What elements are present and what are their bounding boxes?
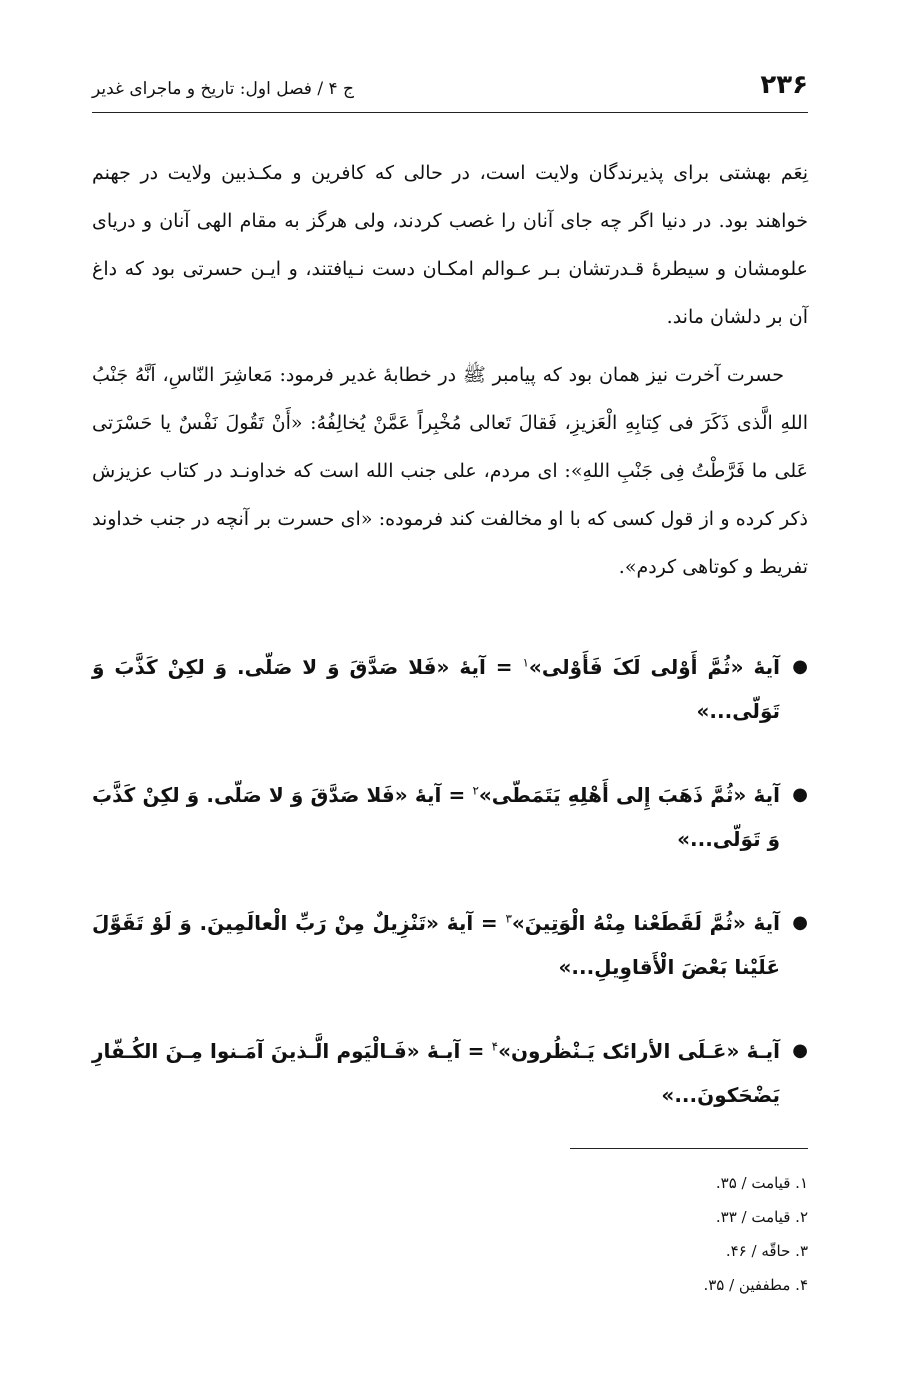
footnote: ۴. مطففین / ۳۵. [703,1276,808,1294]
page-number: ۲۳۶ [760,70,808,100]
verse-text: = آیـهٔ «فَـالْیَوم الَّـذینَ آمَـنوا مِـنَ الکُـفّارِ یَضْحَکونَ...» [92,1039,780,1107]
footnote: ۱. قیامت / ۳۵. [715,1174,808,1192]
document-page [92,60,808,1360]
verse-text: آیهٔ «ثُمَّ ذَهَبَ إِلی أَهْلِهِ یَتَمَطّی» [478,783,780,807]
footnote-divider [570,1148,808,1149]
bullet-icon: ● [792,912,808,933]
running-title: ج ۴ / فصل اول: تاریخ و ماجرای غدیر [92,79,355,99]
verse-text: = آیهٔ «فَلا صَدَّقَ وَ لا صَلّی. وَ لکِنْ کَذَّبَ وَ تَوَلّی...» [92,783,780,851]
bullet-icon: ● [792,1040,808,1061]
verse-text: آیـهٔ «عَـلَی الأرائک یَـنْظُرون» [498,1039,780,1063]
paragraph: حسرت آخرت نیز همان بود که پیامبر ﷺ در خطابهٔ غدیر فرمود: مَعاشِرَ النّاسِ، اَنَّهُ جَنْبُ اللهِ الَّذی ذَکَرَ فی کِتابِهِ الْعَزیزِ، فَقالَ تَعالی مُخْبِراً عَمَّنْ یُخالِفُهُ: «أَنْ تَقُولَ نَفْسٌ یا حَسْرَتی عَلی ما فَرَّطْتُ فِی جَنْبِ اللهِ»: ای مردم، علی جنب الله است که خداونـد در کتاب عزیزش ذکر کرده و از قول کسی که با او مخالفت کند فرموده: «ای حسرت بر آنچه در جنب خداوند تفریط و کوتاهی کردم». [92,364,808,578]
verse-text: آیهٔ «ثُمَّ لَقَطَعْنا مِنْهُ الْوَتِینَ» [511,911,780,935]
verse-item [92,901,808,989]
verse-text: آیهٔ «ثُمَّ أَوْلی لَکَ فَأَوْلی» [528,655,781,679]
footnote-ref: ۳ [505,911,512,926]
footnotes [92,1166,808,1302]
footnote: ۲. قیامت / ۳۳. [715,1208,808,1226]
verse-text: = آیهٔ «فَلا صَدَّقَ وَ لا صَلّی. وَ لکِنْ کَذَّبَ وَ تَوَلّی...» [92,655,780,723]
verse-list [92,645,808,1117]
verse-text: = آیهٔ «تَنْزِیلٌ مِنْ رَبِّ الْعالَمِینَ. وَ لَوْ تَقَوَّلَ عَلَیْنا بَعْضَ الْأَقاوِیلِ...» [92,911,780,979]
bullet-icon: ● [792,784,808,805]
page-header [92,60,808,113]
footnote: ۳. حاقّه / ۴۶. [725,1242,808,1260]
footnote-ref: ۲ [472,783,479,798]
footnote-ref: ۱ [522,655,529,670]
paragraph: نِعَم بهشتی برای پذیرندگان ولایت است، در حالی که کافرین و مکـذبین ولایت در جهنم خواهند بود. در دنیا اگر چه جای آنان را غصب کردند، ولی هرگز به مقام الهی آنان و دریای علومشان و سیطرهٔ قـدرتشان بـر عـوالم امکـان دست نـیافتند، و ایـن حسرتی بود که داغ آن بر دلشان ماند. [92,162,808,328]
verse-item [92,773,808,861]
bullet-icon: ● [792,656,808,677]
footnote-ref: ۴ [491,1039,499,1054]
verse-item [92,1029,808,1117]
body-text [92,149,808,591]
verse-item [92,645,808,733]
